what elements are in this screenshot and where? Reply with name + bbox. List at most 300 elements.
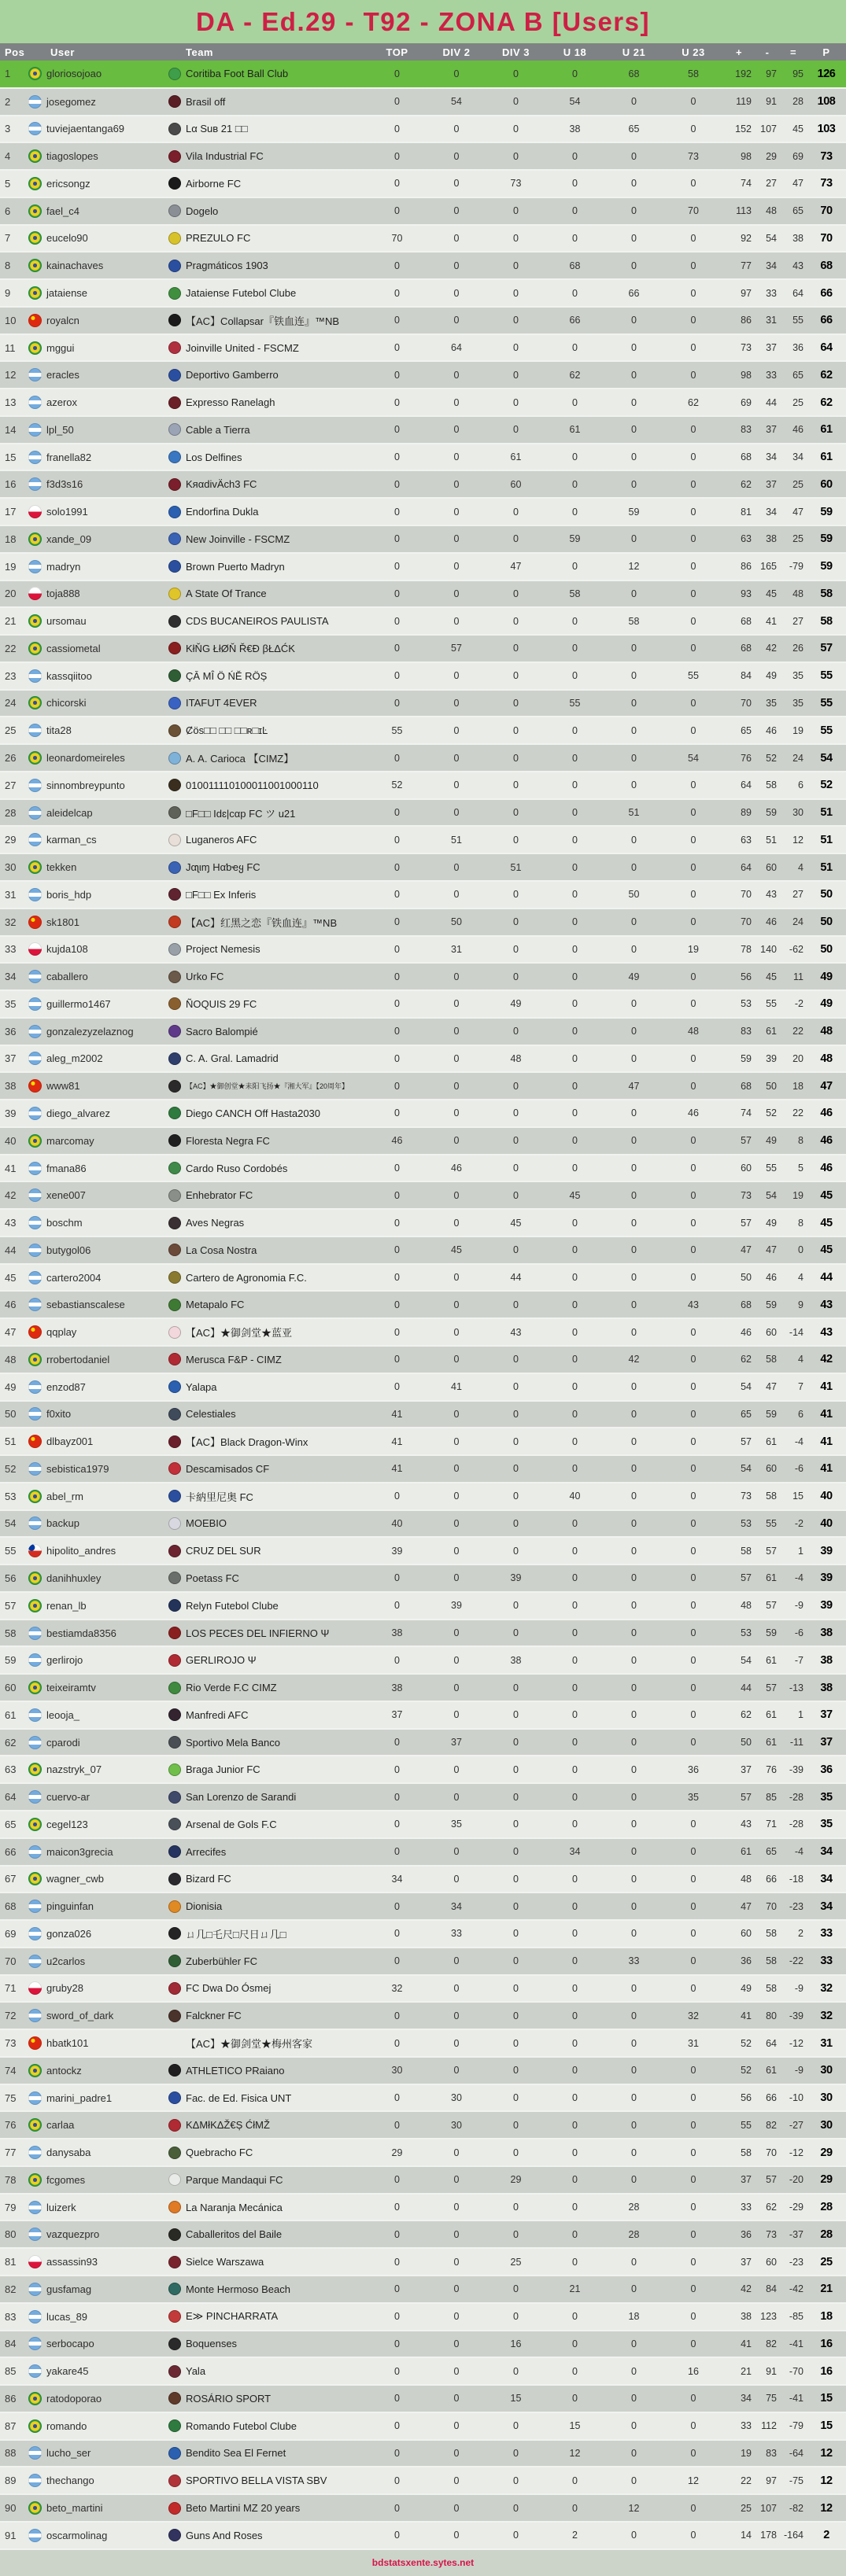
top-value: 0 [368,1592,427,1620]
u21-value: 0 [604,444,663,471]
country-flag-icon [28,451,42,464]
goals-against-value: 60 [755,1455,780,1483]
country-flag-icon [28,533,42,546]
goal-diff-value: 4 [780,1264,807,1292]
goal-diff-value: -82 [780,2494,807,2522]
u23-value: 0 [663,1948,723,1975]
points-value: 46 [807,1100,846,1127]
team-cell [168,2412,368,2440]
u21-value: 0 [604,2057,663,2084]
table-row [0,1892,846,1920]
points-value: 16 [807,2357,846,2385]
user-name: marini_padre1 [46,2091,113,2104]
div3-value: 0 [486,2494,545,2522]
points-value: 15 [807,2385,846,2412]
user-cell [28,444,168,471]
top-value: 40 [368,1510,427,1538]
goals-against-value: 97 [755,2467,780,2494]
div2-value: 0 [427,525,486,553]
points-value: 43 [807,1318,846,1346]
user-name: josegomez [46,95,96,108]
table-row [0,936,846,964]
div3-value: 0 [486,2220,545,2248]
goal-diff-value: -23 [780,1892,807,1920]
table-row [0,2029,846,2057]
country-flag-icon [28,505,42,518]
table-row [0,2440,846,2467]
team-name: 【AC】★御剑堂★梅州客家 [186,2038,313,2050]
country-flag-icon [28,1681,42,1694]
position-value: 91 [0,2522,28,2549]
div3-value: 0 [486,2029,545,2057]
goals-against-value: 45 [755,580,780,608]
club-badge-icon [168,95,181,108]
u21-value: 0 [604,197,663,225]
goal-diff-value: 47 [780,170,807,197]
country-flag-icon [28,724,42,737]
goals-for-value: 55 [723,2111,755,2139]
points-value: 50 [807,881,846,908]
user-name: caballero [46,971,88,983]
points-value: 16 [807,2331,846,2358]
goals-for-value: 50 [723,1729,755,1756]
goals-for-value: 48 [723,1866,755,1893]
country-flag-icon [28,2091,42,2105]
top-value: 0 [368,1209,427,1236]
div3-value: 0 [486,717,545,744]
points-value: 55 [807,662,846,690]
u21-value: 0 [604,1838,663,1866]
position-value: 66 [0,1838,28,1866]
club-badge-icon [168,1572,181,1584]
goals-against-value: 71 [755,1811,780,1838]
points-value: 38 [807,1674,846,1701]
position-value: 39 [0,1100,28,1127]
club-badge-icon [168,1217,181,1229]
goals-against-value: 82 [755,2331,780,2358]
table-row [0,116,846,143]
div2-value: 0 [427,799,486,827]
goals-against-value: 50 [755,1072,780,1100]
user-name: lucho_ser [46,2447,91,2460]
top-value: 0 [368,635,427,662]
country-flag-icon [28,1107,42,1120]
country-flag-icon [28,2337,42,2350]
goals-for-value: 77 [723,252,755,279]
goals-for-value: 69 [723,389,755,416]
table-row [0,2522,846,2549]
div3-value: 0 [486,225,545,252]
u18-value: 0 [545,1756,604,1783]
u21-value: 0 [604,2412,663,2440]
goal-diff-value: 25 [780,525,807,553]
goals-for-value: 57 [723,1428,755,1455]
u18-value: 0 [545,2385,604,2412]
goal-diff-value: 12 [780,826,807,853]
table-row [0,1209,846,1236]
position-value: 23 [0,662,28,690]
points-value: 41 [807,1428,846,1455]
position-value: 53 [0,1483,28,1510]
club-badge-icon [168,68,181,80]
div2-value: 0 [427,1072,486,1100]
u21-value: 0 [604,662,663,690]
table-row [0,197,846,225]
top-value: 0 [368,580,427,608]
points-value: 49 [807,990,846,1018]
u18-value: 66 [545,307,604,334]
div2-value: 57 [427,635,486,662]
goals-against-value: 61 [755,2057,780,2084]
points-value: 33 [807,1948,846,1975]
goals-for-value: 74 [723,1100,755,1127]
goals-against-value: 70 [755,2139,780,2166]
points-value: 12 [807,2467,846,2494]
country-flag-icon [28,2501,42,2515]
team-cell [168,580,368,608]
top-value: 0 [368,142,427,170]
country-flag-icon [28,1653,42,1667]
goal-diff-value: 47 [780,498,807,525]
user-cell [28,1866,168,1893]
div2-value: 0 [427,2194,486,2221]
points-value: 41 [807,1401,846,1428]
user-cell [28,2166,168,2194]
u21-value: 0 [604,525,663,553]
user-cell [28,1018,168,1045]
u21-value: 0 [604,1620,663,1647]
u23-value: 0 [663,334,723,362]
u18-value: 0 [545,1209,604,1236]
div2-value: 0 [427,2331,486,2358]
div3-value: 29 [486,2166,545,2194]
country-flag-icon [28,806,42,820]
team-name: □F□□ Idɛ|cαp FC ツ u21 [186,807,296,820]
club-badge-icon [168,2091,181,2104]
points-value: 12 [807,2440,846,2467]
div3-value: 0 [486,1510,545,1538]
goals-for-value: 47 [723,1892,755,1920]
points-value: 46 [807,1155,846,1182]
div2-value: 64 [427,334,486,362]
team-cell [168,1236,368,1264]
u18-value: 0 [545,1291,604,1318]
u23-value: 0 [663,1674,723,1701]
u23-value: 0 [663,908,723,936]
div2-value: 0 [427,1783,486,1811]
user-name: ericsongz [46,177,91,190]
position-value: 44 [0,1236,28,1264]
user-cell [28,1346,168,1373]
position-value: 27 [0,772,28,799]
div2-value: 30 [427,2084,486,2112]
u23-value: 46 [663,1100,723,1127]
position-value: 59 [0,1646,28,1674]
div3-value: 0 [486,1181,545,1209]
div2-value: 0 [427,2522,486,2549]
user-name: chicorski [46,697,87,709]
country-flag-icon [28,1435,42,1448]
div2-value: 0 [427,1975,486,2003]
goals-against-value: 70 [755,1892,780,1920]
goal-diff-value: 46 [780,416,807,444]
u18-value: 0 [545,2494,604,2522]
goal-diff-value: -4 [780,1838,807,1866]
position-value: 35 [0,990,28,1018]
table-row [0,1264,846,1292]
goals-for-value: 49 [723,1975,755,2003]
div3-value: 0 [486,389,545,416]
top-value: 0 [368,1072,427,1100]
goals-against-value: 58 [755,772,780,799]
div3-value: 0 [486,1674,545,1701]
points-value: 40 [807,1483,846,1510]
top-value: 0 [368,1346,427,1373]
u23-value: 32 [663,2002,723,2029]
u23-value: 0 [663,772,723,799]
team-name: Ȼös□□ □□ □□ʀ□ɪĿ [186,724,268,737]
top-value: 0 [368,470,427,498]
user-name: gonza026 [46,1927,92,1940]
div2-value: 0 [427,142,486,170]
u21-value: 0 [604,307,663,334]
user-name: hbatk101 [46,2037,89,2049]
goals-against-value: 82 [755,2111,780,2139]
team-name: Dionisia [186,1900,223,1913]
goal-diff-value: 65 [780,197,807,225]
div2-value: 0 [427,853,486,881]
table-row [0,1181,846,1209]
user-cell [28,799,168,827]
u21-value: 0 [604,252,663,279]
table-row [0,1537,846,1564]
u18-value: 0 [545,1455,604,1483]
goal-diff-value: 2 [780,1920,807,1948]
country-flag-icon [28,2364,42,2378]
page-title-bar [0,0,846,43]
points-value: 46 [807,1127,846,1155]
u21-value: 18 [604,2303,663,2331]
top-value: 0 [368,936,427,964]
u23-value: 0 [663,1646,723,1674]
team-name: Bizard FC [186,1873,231,1885]
goal-diff-value: 5 [780,1155,807,1182]
team-cell [168,1729,368,1756]
u23-value: 0 [663,470,723,498]
column-header-div2: DIV 2 [442,46,471,58]
points-value: 21 [807,2276,846,2303]
table-row [0,1318,846,1346]
u21-value: 50 [604,881,663,908]
team-cell [168,1866,368,1893]
u21-value: 0 [604,1045,663,1073]
user-cell [28,2139,168,2166]
club-badge-icon [168,971,181,983]
position-value: 71 [0,1975,28,2003]
table-row [0,799,846,827]
u23-value: 55 [663,662,723,690]
u18-value: 0 [545,1866,604,1893]
u23-value: 0 [663,116,723,143]
position-value: 77 [0,2139,28,2166]
goal-diff-value: 19 [780,1181,807,1209]
user-name: toja888 [46,588,80,600]
table-row [0,1401,846,1428]
u18-value: 0 [545,2002,604,2029]
u18-value: 0 [545,1018,604,1045]
u18-value: 0 [545,1948,604,1975]
top-value: 39 [368,1537,427,1564]
table-row [0,1072,846,1100]
top-value: 0 [368,1264,427,1292]
position-value: 20 [0,580,28,608]
user-name: sebastianscalese [46,1299,125,1311]
table-row [0,1729,846,1756]
club-badge-icon [168,2392,181,2405]
team-name: MOEBIO [186,1517,227,1530]
country-flag-icon [28,149,42,163]
u23-value: 0 [663,444,723,471]
country-flag-icon [28,2255,42,2268]
country-flag-icon [28,696,42,709]
u21-value: 0 [604,2002,663,2029]
u18-value: 0 [545,635,604,662]
club-badge-icon [168,533,181,545]
column-header-plus: + [735,46,743,58]
goals-for-value: 59 [723,1045,755,1073]
points-value: 45 [807,1236,846,1264]
goals-against-value: 27 [755,170,780,197]
top-value: 52 [368,772,427,799]
top-value: 38 [368,1674,427,1701]
user-cell [28,1428,168,1455]
u23-value: 0 [663,1811,723,1838]
div2-value: 0 [427,2002,486,2029]
club-badge-icon [168,1736,181,1749]
user-cell [28,88,168,116]
goals-for-value: 86 [723,553,755,580]
u21-value: 66 [604,279,663,307]
div2-value: 0 [427,2494,486,2522]
user-name: cegel123 [46,1818,88,1830]
goal-diff-value: 1 [780,1537,807,1564]
u21-value: 0 [604,1018,663,1045]
user-cell [28,1209,168,1236]
position-value: 76 [0,2111,28,2139]
club-badge-icon [168,1708,181,1721]
club-badge-icon [168,1107,181,1119]
user-name: danihhuxley [46,1572,102,1584]
club-badge-icon [168,2010,181,2022]
div2-value: 0 [427,2303,486,2331]
points-value: 60 [807,470,846,498]
position-value: 56 [0,1564,28,1592]
u18-value: 0 [545,1811,604,1838]
goals-for-value: 57 [723,1564,755,1592]
user-cell [28,662,168,690]
div3-value: 0 [486,252,545,279]
points-value: 66 [807,307,846,334]
div3-value: 0 [486,1537,545,1564]
user-name: aleidelcap [46,806,93,819]
user-name: qqplay [46,1326,77,1339]
team-name: Relyn Futebol Clube [186,1599,279,1612]
team-name: Urko FC [186,971,224,983]
column-header-points: P [822,46,830,58]
footer-link[interactable]: bdstatsxente.sytes.net [371,2557,475,2569]
team-cell [168,2276,368,2303]
position-value: 42 [0,1181,28,1209]
user-cell [28,963,168,990]
goal-diff-value: -28 [780,1783,807,1811]
club-badge-icon [168,806,181,819]
u18-value: 0 [545,1346,604,1373]
table-row [0,1346,846,1373]
u23-value: 0 [663,717,723,744]
u21-value: 0 [604,1209,663,1236]
top-value: 0 [368,116,427,143]
u23-value: 0 [663,1181,723,1209]
top-value: 0 [368,279,427,307]
goals-against-value: 107 [755,116,780,143]
goals-against-value: 60 [755,1318,780,1346]
team-cell [168,1510,368,1538]
u21-value: 0 [604,1455,663,1483]
table-row [0,525,846,553]
club-badge-icon [168,1244,181,1256]
u23-value: 0 [663,1920,723,1948]
goal-diff-value: -79 [780,2412,807,2440]
club-badge-icon [168,423,181,436]
top-value: 0 [368,1483,427,1510]
goals-against-value: 35 [755,690,780,717]
user-name: eucelo90 [46,232,88,245]
goal-diff-value: 24 [780,744,807,772]
user-name: f3d3s16 [46,478,83,491]
goal-diff-value: -14 [780,1318,807,1346]
club-badge-icon [168,1025,181,1037]
team-cell [168,553,368,580]
user-cell [28,416,168,444]
position-value: 5 [0,170,28,197]
goals-for-value: 22 [723,2467,755,2494]
country-flag-icon [28,2009,42,2022]
table-row [0,2248,846,2276]
user-name: mggui [46,341,75,354]
goals-against-value: 66 [755,2084,780,2112]
div3-value: 0 [486,826,545,853]
u21-value: 0 [604,1155,663,1182]
u18-value: 55 [545,690,604,717]
u18-value: 2 [545,2522,604,2549]
points-value: 59 [807,525,846,553]
top-value: 29 [368,2139,427,2166]
points-value: 42 [807,1346,846,1373]
goals-for-value: 70 [723,881,755,908]
team-cell [168,1892,368,1920]
country-flag-icon [28,2529,42,2542]
user-cell [28,2303,168,2331]
table-row [0,2057,846,2084]
table-row [0,2331,846,2358]
user-name: royalcn [46,314,79,326]
points-value: 28 [807,2194,846,2221]
team-name: Jataiense Futebol Clube [186,287,297,299]
position-value: 87 [0,2412,28,2440]
team-cell [168,1646,368,1674]
column-header-top: TOP [386,46,408,58]
points-value: 31 [807,2029,846,2057]
